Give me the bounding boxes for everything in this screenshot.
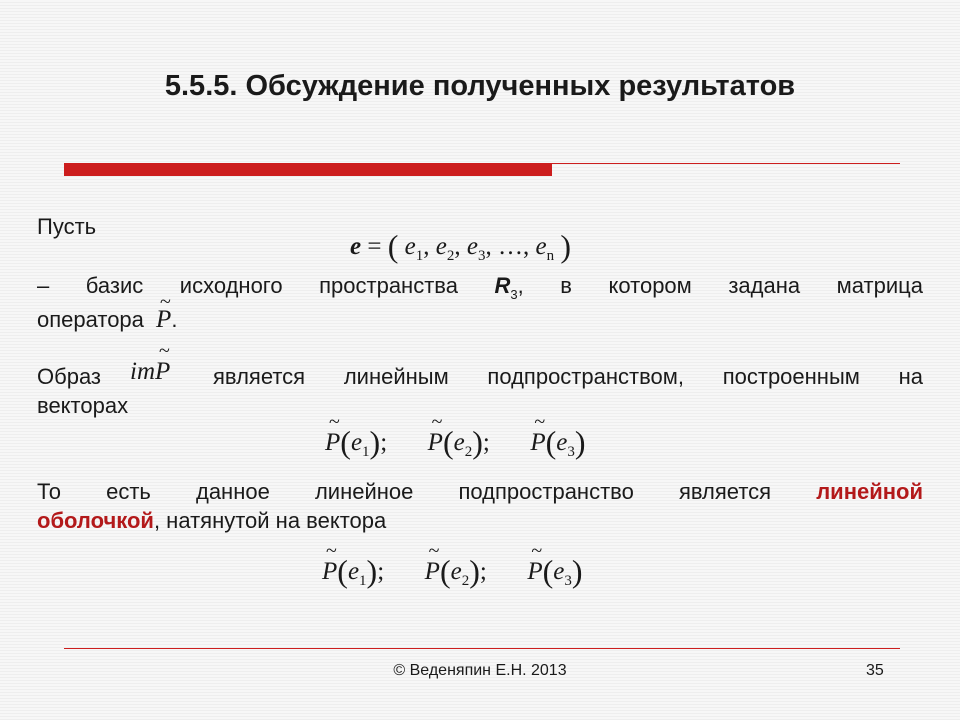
basis-item: $e_2$	[435, 233, 455, 264]
basis-item: $e_n$	[535, 233, 555, 264]
paren-open: (	[387, 228, 399, 264]
basis-description: – базис исходного пространства $R_3$, в котором задана матрица	[37, 273, 923, 302]
intro-text: Пусть	[37, 214, 97, 239]
image-description-line2: векторах	[37, 393, 129, 418]
highlight-span: оболочкой	[37, 508, 154, 533]
image-description: является линейным подпространством, построенным на	[213, 364, 923, 389]
operator-symbol: ~ P	[156, 305, 171, 335]
footer-divider	[64, 648, 900, 649]
vectors-formula-1	[325, 424, 586, 461]
span-description: То есть данное линейное подпространство является линейной	[37, 479, 923, 504]
slide-title: 5.5.5. Обсуждение полученных результатов	[164, 70, 796, 102]
page-number: 35	[866, 662, 884, 679]
operator-line: оператора ~ P.	[37, 305, 177, 335]
title-underline-thin	[552, 163, 900, 164]
footer-copyright: © Веденяпин Е.Н. 2013	[393, 662, 567, 679]
image-operator: im~ P	[130, 358, 170, 386]
basis-formula: e = ( $e_1$, $e_2$, $e_3$, …, $e_n$ )	[350, 228, 571, 264]
vectors-formula-2	[322, 553, 583, 590]
vector-term: ~ $P(e_1)$;	[325, 429, 387, 456]
basis-item: $e_1$	[404, 233, 424, 264]
image-label: Образ	[37, 364, 102, 389]
highlight-linear: линейной	[816, 479, 923, 504]
basis-eq: =	[367, 233, 382, 260]
space-symbol: R	[494, 273, 511, 298]
vector-term: ~ $P(e_2)$;	[428, 429, 490, 456]
vector-term: ~ $P(e_3)$	[530, 429, 585, 456]
span-description-line2: оболочкой, натянутой на вектора	[37, 508, 387, 533]
vector-term: ~ $P(e_2)$;	[425, 558, 487, 585]
basis-item: $e_3$	[466, 233, 486, 264]
title-underline-thick	[64, 163, 552, 176]
basis-lhs: e	[350, 233, 362, 260]
paren-close: )	[560, 228, 571, 264]
vector-term: ~ $P(e_1)$;	[322, 558, 384, 585]
basis-item: …	[497, 233, 523, 260]
vector-term: ~ $P(e_3)$	[527, 558, 582, 585]
